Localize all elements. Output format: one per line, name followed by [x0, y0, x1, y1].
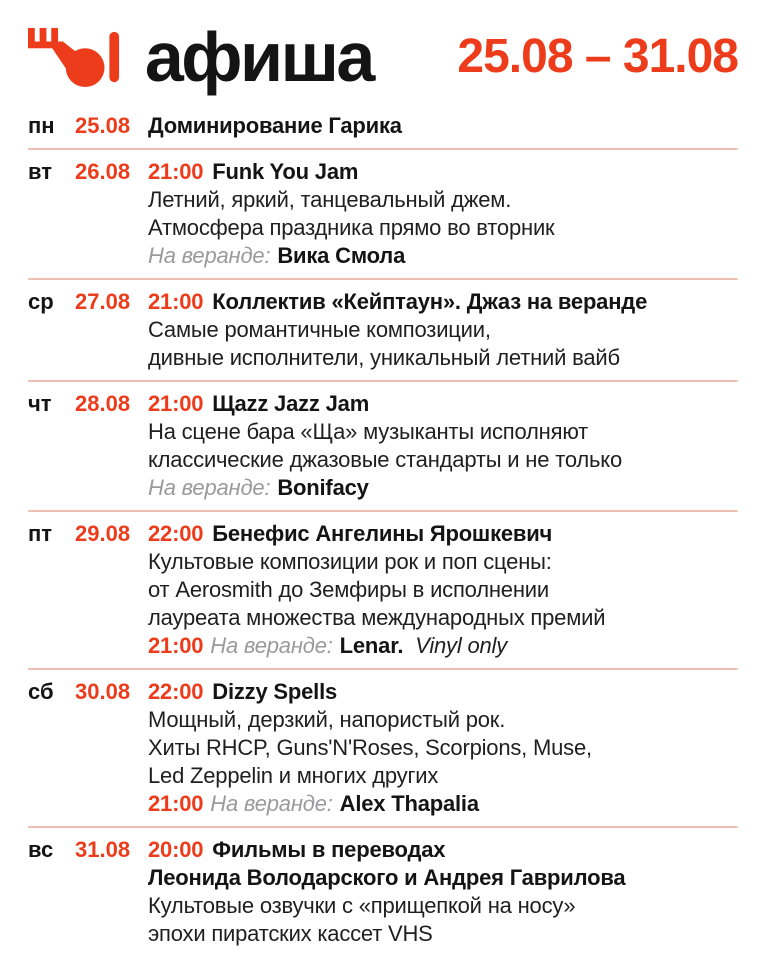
event-description-line: Летний, яркий, танцевальный джем. — [148, 187, 512, 212]
title-line — [148, 288, 738, 316]
event-title: Доминирование Гарика — [148, 113, 402, 138]
time-label: 21:00 — [148, 391, 204, 416]
event-row — [28, 382, 738, 510]
week-date-range: 25.08 – 31.08 — [457, 30, 738, 83]
event-title: Dizzy Spells — [212, 679, 338, 704]
veranda-label: На веранде: — [148, 475, 271, 500]
day-label: сб — [28, 679, 54, 704]
veranda-note: Vinyl only — [415, 633, 508, 658]
wordmark-afisha: афиша — [144, 17, 373, 96]
event-description-line: Культовые композиции рок и поп сцены: — [148, 549, 552, 574]
date-label: 27.08 — [75, 289, 131, 314]
veranda-line — [148, 632, 738, 660]
event-description-line: лауреата множества международных премий — [148, 605, 606, 630]
event-row — [28, 512, 738, 668]
time-label: 21:00 — [148, 289, 204, 314]
title-line — [148, 520, 738, 548]
event-row — [28, 150, 738, 278]
time-label: 22:00 — [148, 679, 204, 704]
day-label: чт — [28, 391, 52, 416]
day-label: ср — [28, 289, 54, 314]
event-description-line: классические джазовые стандарты и не только — [148, 447, 622, 472]
veranda-label: На веранде: — [148, 243, 271, 268]
event-content — [148, 112, 738, 140]
event-content — [148, 158, 738, 270]
event-description-line: дивные исполнители, уникальный летний вайб — [148, 345, 620, 370]
time-label: 21:00 — [148, 159, 204, 184]
event-row — [28, 828, 738, 956]
poster-header — [28, 17, 738, 96]
veranda-time: 21:00 — [148, 791, 204, 816]
events-list — [28, 104, 738, 956]
title-line — [148, 390, 738, 418]
date-label: 26.08 — [75, 159, 131, 184]
event-description-line: Атмосфера праздника прямо во вторник — [148, 215, 555, 240]
title-line — [148, 158, 738, 186]
event-content — [148, 390, 738, 502]
title-line — [148, 678, 738, 706]
veranda-name: Вика Смола — [277, 243, 406, 268]
veranda-name: Bonifacy — [277, 475, 369, 500]
day-label: вт — [28, 159, 53, 184]
veranda-label: На веранде: — [210, 633, 333, 658]
date-label: 28.08 — [75, 391, 131, 416]
event-description-line: Хиты RHCP, Guns'N'Roses, Scorpions, Muse, — [148, 735, 592, 760]
event-description-line: Мощный, дерзкий, напористый рок. — [148, 707, 506, 732]
date-label: 29.08 — [75, 521, 131, 546]
event-description-line: от Aerosmith до Земфиры в исполнении — [148, 577, 549, 602]
event-title: Funk You Jam — [212, 159, 359, 184]
veranda-name: Lenar. — [339, 633, 404, 658]
event-title: Бенефис Ангелины Ярошкевич — [212, 521, 553, 546]
veranda-label: На веранде: — [210, 791, 333, 816]
title-line — [148, 836, 738, 864]
date-label: 25.08 — [75, 113, 131, 138]
event-title: Коллектив «Кейптаун». Джаз на веранде — [212, 289, 648, 314]
day-label: пн — [28, 113, 55, 138]
veranda-line — [148, 242, 738, 270]
event-row — [28, 104, 738, 148]
title-line — [148, 112, 738, 140]
date-label: 31.08 — [75, 837, 131, 862]
shcha-bar-logo-icon — [28, 26, 125, 88]
event-description-line: На сцене бара «Ща» музыканты исполняют — [148, 419, 589, 444]
veranda-line — [148, 790, 738, 818]
event-content — [148, 520, 738, 660]
event-content — [148, 836, 738, 948]
event-description-line: эпохи пиратских кассет VHS — [148, 921, 433, 946]
day-label: пт — [28, 521, 53, 546]
event-description-line: Культовые озвучки с «прищепкой на носу» — [148, 893, 576, 918]
event-title: Леонида Володарского и Андрея Гаврилова — [148, 865, 626, 890]
veranda-name: Alex Thapalia — [339, 791, 479, 816]
date-label: 30.08 — [75, 679, 131, 704]
event-content — [148, 288, 738, 372]
event-row — [28, 280, 738, 380]
event-title: Фильмы в переводах — [212, 837, 446, 862]
event-content — [148, 678, 738, 818]
veranda-time: 21:00 — [148, 633, 204, 658]
event-row — [28, 670, 738, 826]
event-title: Щazz Jazz Jam — [212, 391, 370, 416]
time-label: 20:00 — [148, 837, 204, 862]
time-label: 22:00 — [148, 521, 204, 546]
event-description-line: Led Zeppelin и многих других — [148, 763, 439, 788]
day-label: вс — [28, 837, 54, 862]
veranda-line — [148, 474, 738, 502]
event-description-line: Самые романтичные композиции, — [148, 317, 491, 342]
